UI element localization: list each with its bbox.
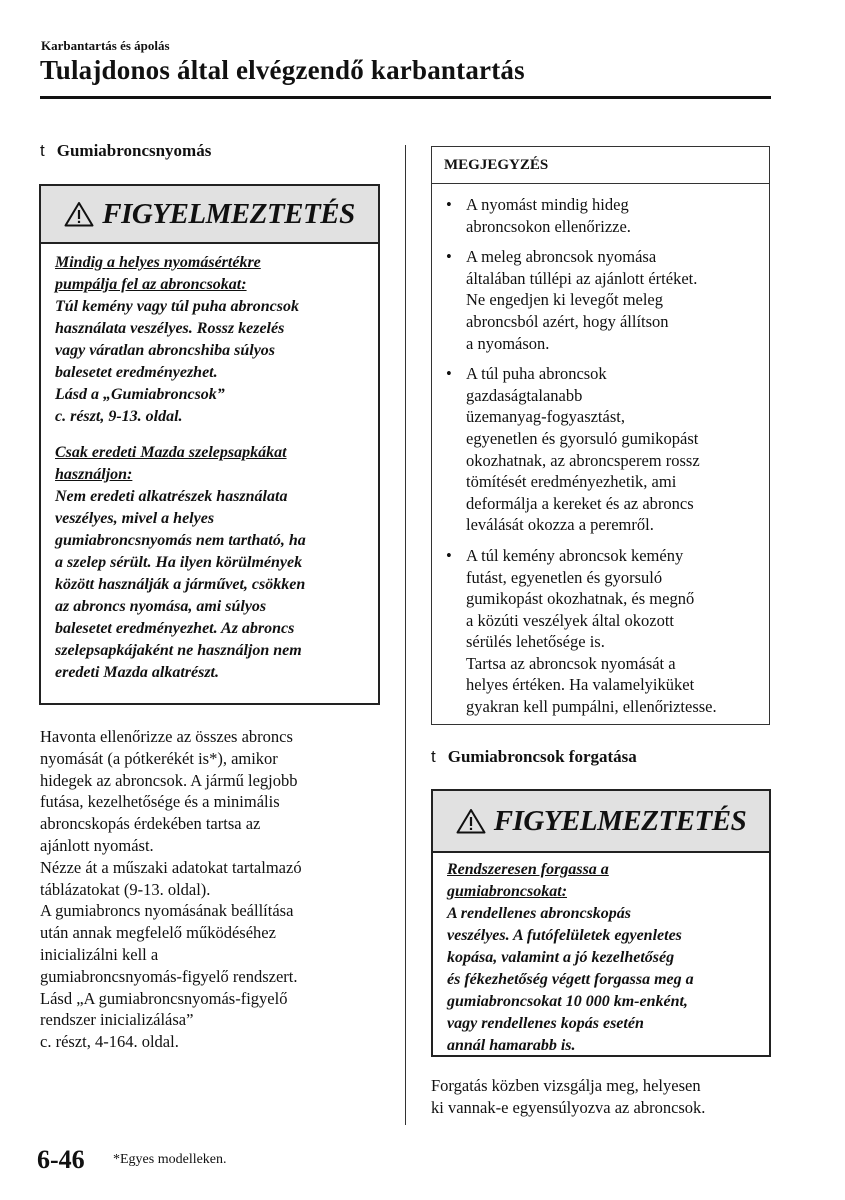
body-line: Lásd „A gumiabroncsnyomás-figyelő <box>40 988 288 1008</box>
note-line: A túl kemény abroncsok kemény <box>466 545 684 565</box>
note-line: futást, egyenetlen és gyorsuló <box>466 567 663 587</box>
note-item <box>432 246 769 354</box>
warning-line: veszélyes, mivel a helyes <box>55 510 215 527</box>
warning-subheading: Mindig a helyes nyomásértékre <box>55 254 261 271</box>
note-item <box>432 194 769 237</box>
footnote: *Egyes modelleken. <box>113 1152 227 1167</box>
note-line: leválását okozza a peremről. <box>466 515 654 535</box>
note-line: tömítését eredményezhetik, ami <box>466 472 677 492</box>
section-heading-tire-pressure <box>40 141 211 161</box>
note-box <box>431 146 770 725</box>
column-divider <box>405 145 406 1125</box>
bullet-icon: • <box>446 247 452 267</box>
warning-line: c. részt, 9-13. oldal. <box>55 408 183 425</box>
body-line: nyomását (a pótkerékét is*), amikor <box>40 748 278 768</box>
note-line: gyakran kell pumpálni, ellenőriztesse. <box>466 697 717 717</box>
note-line: általában túllépi az ajánlott értéket. <box>466 268 698 288</box>
body-line: A gumiabroncs nyomásának beállítása <box>40 901 294 921</box>
warning-line: balesetet eredményezhet. <box>55 364 218 381</box>
warning-header <box>41 186 378 244</box>
warning-line: az abroncs nyomása, ami súlyos <box>55 598 267 615</box>
note-line: abroncsokon ellenőrizze. <box>466 216 631 236</box>
warning-line: szelepsapkájaként ne használjon nem <box>55 642 302 659</box>
note-line: a közúti veszélyek által okozott <box>466 610 675 630</box>
section-marker: t <box>431 747 436 766</box>
note-line: gumikopást okozhatnak, és megnő <box>466 589 695 609</box>
warning-line: Nem eredeti alkatrészek használata <box>55 488 288 505</box>
warning-body <box>41 244 378 684</box>
warning-subheading: Csak eredeti Mazda szelepsapkákat <box>55 444 287 461</box>
note-line: Tartsa az abroncsok nyomását a <box>466 653 676 673</box>
bullet-icon: • <box>446 195 452 214</box>
warning-line: a szelep sérült. Ha ilyen körülmények <box>55 554 303 571</box>
warning-triangle-icon <box>64 201 94 227</box>
warning-line: gumiabroncsokat 10 000 km-enként, <box>447 993 688 1010</box>
warning-line: használata veszélyes. Rossz kezelés <box>55 320 285 337</box>
body-line: abroncskopás érdekében tartsa az <box>40 814 261 834</box>
warning-body <box>433 853 769 1057</box>
body-line: ajánlott nyomást. <box>40 835 154 855</box>
body-line: ki vannak-e egyensúlyozva az abroncsok. <box>431 1097 706 1117</box>
warning-line: eredeti Mazda alkatrészt. <box>55 664 219 681</box>
note-line: sérülés lehetősége is. <box>466 632 605 652</box>
warning-box-tire-rotation <box>431 789 771 1057</box>
running-head: Karbantartás és ápolás <box>41 38 170 53</box>
chapter-title: Tulajdonos által elvégzendő karbantartás <box>40 55 525 85</box>
body-line: Havonta ellenőrizze az összes abroncs <box>40 727 293 746</box>
note-item <box>432 363 769 536</box>
note-line: A nyomást mindig hideg <box>466 195 629 214</box>
warning-subheading: használjon: <box>55 466 133 483</box>
tire-rotation-body <box>431 1075 776 1119</box>
warning-title: FIGYELMEZTETÉS <box>493 804 747 837</box>
warning-title: FIGYELMEZTETÉS <box>102 197 355 230</box>
page-number: 6-46 <box>37 1145 85 1174</box>
body-line: táblázatokat (9-13. oldal). <box>40 879 211 899</box>
body-line: hidegek az abroncsok. A jármű legjobb <box>40 770 298 790</box>
warning-box-tire-pressure <box>39 184 380 705</box>
note-line: abroncsból azért, hogy állítson <box>466 311 669 331</box>
warning-line: balesetet eredményezhet. Az abroncs <box>55 620 295 637</box>
bullet-icon: • <box>446 364 452 384</box>
body-line: rendszer inicializálása” <box>40 1010 194 1030</box>
note-line: gazdaságtalanabb <box>466 385 583 405</box>
body-line: futása, kezelhetősége és a minimális <box>40 792 280 812</box>
body-line: után annak megfelelő működéséhez <box>40 923 276 943</box>
section-title: Gumiabroncsok forgatása <box>447 747 637 766</box>
warning-subheading: pumpálja fel az abroncsokat: <box>55 276 247 293</box>
warning-line: vagy rendellenes kopás esetén <box>447 1015 644 1032</box>
body-line: inicializálni kell a <box>40 944 159 964</box>
note-item <box>432 545 769 718</box>
note-title: MEGJEGYZÉS <box>432 147 769 184</box>
warning-line: annál hamarabb is. <box>447 1037 576 1054</box>
note-line: A meleg abroncsok nyomása <box>466 247 657 267</box>
warning-line: között használják a járművet, csökken <box>55 576 306 593</box>
warning-line: A rendellenes abroncskopás <box>447 905 632 922</box>
warning-line: gumiabroncsnyomás nem tartható, ha <box>55 532 306 549</box>
warning-subheading: Rendszeresen forgassa a <box>447 861 609 878</box>
note-line: üzemanyag-fogyasztást, <box>466 407 625 427</box>
note-line: A túl puha abroncsok <box>466 364 607 384</box>
bullet-icon: • <box>446 545 452 565</box>
warning-subheading: gumiabroncsokat: <box>447 883 568 900</box>
note-line: okozhatnak, az abroncsperem rossz <box>466 450 700 470</box>
note-line: egyenetlen és gyorsuló gumikopást <box>466 428 699 448</box>
note-line: helyes értéken. Ha valamelyiküket <box>466 675 695 695</box>
section-title: Gumiabroncsnyomás <box>56 141 212 160</box>
section-marker: t <box>40 141 45 160</box>
body-line: Forgatás közben vizsgálja meg, helyesen <box>431 1076 701 1095</box>
tire-pressure-body <box>40 726 400 1053</box>
section-heading-tire-rotation <box>431 747 637 767</box>
warning-header <box>433 791 769 853</box>
body-line: gumiabroncsnyomás-figyelő rendszert. <box>40 966 298 986</box>
warning-line: veszélyes. A futófelületek egyenletes <box>447 927 682 944</box>
warning-line: Lásd a „Gumiabroncsok” <box>55 386 225 403</box>
note-list <box>432 194 769 718</box>
note-line: a nyomáson. <box>466 333 550 353</box>
warning-line: kopása, valamint a jó kezelhetőség <box>447 949 675 966</box>
warning-line: és fékezhetőség végett forgassa meg a <box>447 971 694 988</box>
body-line: c. részt, 4-164. oldal. <box>40 1032 179 1052</box>
warning-triangle-icon <box>456 808 486 834</box>
warning-line: Túl kemény vagy túl puha abroncsok <box>55 298 300 315</box>
title-rule <box>40 96 771 99</box>
body-line: Nézze át a műszaki adatokat tartalmazó <box>40 857 302 877</box>
warning-line: vagy váratlan abroncshiba súlyos <box>55 342 276 359</box>
note-line: deformálja a kereket és az abroncs <box>466 493 694 513</box>
note-line: Ne engedjen ki levegőt meleg <box>466 290 664 310</box>
